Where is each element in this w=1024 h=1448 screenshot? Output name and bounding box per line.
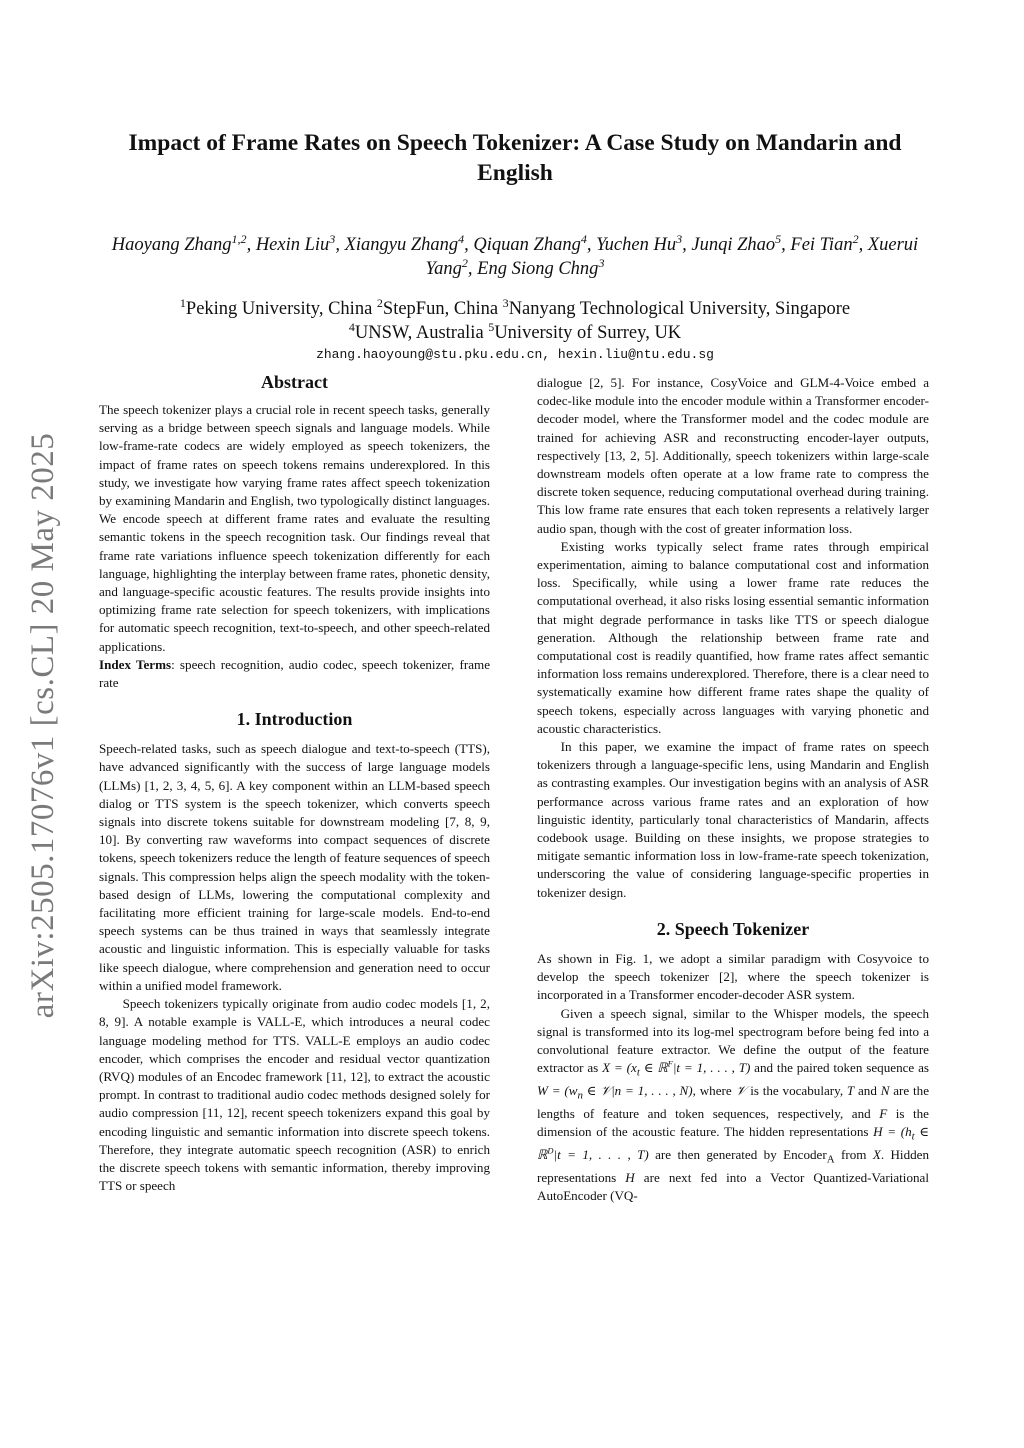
arxiv-identifier: arXiv:2505.17076v1 [cs.CL] 20 May 2025 <box>25 432 62 1018</box>
author: Fei Tian$^2$ <box>790 231 859 255</box>
affiliation: $^2$StepFun, China <box>376 295 499 319</box>
tokenizer-paragraph-2: Given a speech signal, similar to the Whisper models, the speech signal is transformed into its log-mel spectrogram before being fed into a convolutional feature extractor. We define the output of the feature extractor as $X = (x_t$ ∈ ℝ$^F$|t = 1, . . . , T) and the paired token sequence as $W = (w_n$ ∈ 𝒱|n = 1, . . . , N), where 𝒱 is the vocabulary, T and N are the lengths of feature and token sequences, respectively, and F is the dimension of the acoustic feature. The hidden representations $H = (h_t$ ∈ ℝ$^D$|t = 1, . . . , T) are then generated by Encoder$_A$ from X. Hidden representations H are next fed into a Vector Quantized-Variational AutoEncoder (VQ- <box>537 1005 930 1203</box>
right-column <box>537 374 929 1205</box>
intro-paragraph-2: Speech tokenizers typically originate from audio codec models [1, 2, 8, 9]. A notable example is VALL-E, which introduces a neural codec language modeling method for TTS. VALL-E employs an audio codec encoder, which comprises the encoder and residual vector quantization (RVQ) modules of an Encodec framework [11, 12], to extract the acoustic prompt. In contrast to traditional audio codec methods designed solely for audio compression [11, 12], recent speech tokenizers expand this goal by encoding linguistic and semantic information into discrete speech tokens. Therefore, they integrate automatic speech recognition (ASR) to enrich the discrete speech tokens with semantic information, thereby improving TTS or speech <box>99 996 490 1194</box>
author: Xiangyu Zhang$^4$ <box>344 231 465 255</box>
author-list: Haoyang Zhang$^{1,2}$, Hexin Liu$^3$, Xiangyu Zhang$^4$, Qiquan Zhang$^4$, Yuchen Hu$^3$, Junqi Zhao$^5$, Fei Tian$^2$, Xuerui Yang$^2$, Eng Siong Chng$^3$ <box>111 231 919 279</box>
affiliation: $^3$Nanyang Technological University, Singapore <box>502 295 851 319</box>
affiliation: $^5$University of Surrey, UK <box>488 319 682 343</box>
index-terms: Index Terms: speech recognition, audio codec, speech tokenizer, frame rate <box>99 656 491 691</box>
author: Hexin Liu$^3$ <box>255 231 336 255</box>
author: Haoyang Zhang$^{1,2}$ <box>111 231 247 255</box>
intro-paragraph-5: In this paper, we examine the impact of frame rates on speech tokenizers through a language-specific lens, using Mandarin and English as contrasting examples. Our investigation begins with an analysis of ASR performance across various frame rates and an exploration of how linguistic identity, particularly tonal characteristics of Mandarin, affects codebook usage. Building on these insights, we propose strategies to mitigate semantic information loss in low-frame-rate speech tokenization, underscoring the value of considering language-specific properties in tokenizer design. <box>537 739 929 900</box>
tokenizer-paragraph-1: As shown in Fig. 1, we adopt a similar paradigm with Cosyvoice to develop the speech tokenizer [2], where the speech tokenizer is incorporated in a Transformer encoder-decoder ASR system. <box>537 950 929 1003</box>
section-heading-speech-tokenizer: 2. Speech Tokenizer <box>656 918 810 939</box>
abstract-heading: Abstract <box>261 372 328 392</box>
author: Junqi Zhao$^5$ <box>691 231 782 255</box>
section-heading-introduction: 1. Introduction <box>236 709 353 730</box>
author: Eng Siong Chng$^3$ <box>477 255 605 279</box>
author: Xuerui Yang$^2$ <box>425 235 919 279</box>
intro-paragraph-4: Existing works typically select frame rates through empirical experimentation, aiming to balance computational cost and information loss. Specifically, while using a lower frame rate reduces the computational overhead, it also risks losing essential semantic information that might degrade performance in tasks like TTS or speech dialogue generation. Although the relationship between frame rate and computational cost is readily quantified, how frame rates affect semantic information loss remains underexplored. Therefore, there is a clear need to systematically examine how different frame rates shape the quality of speech tokens, especially across languages with varying phonetic and acoustic characteristics. <box>537 538 929 736</box>
left-column <box>99 370 490 1195</box>
author-emails: zhang.haoyoung@stu.pku.edu.cn, hexin.liu@ntu.edu.sg <box>316 347 714 362</box>
affiliations <box>90 297 940 345</box>
affiliation: $^4$UNSW, Australia <box>348 319 484 343</box>
intro-paragraph-3: dialogue [2, 5]. For instance, CosyVoice and GLM-4-Voice embed a codec-like module into the encoder module within a Transformer encoder-decoder model, where the Transformer model and the codec module are trained for achieving ASR and reconstructing encoder-layer outputs, respectively [13, 2, 5]. Additionally, speech tokenizers within large-scale downstream models often operate at a low frame rate to compress the discrete token sequence, reducing computational overhead during training. This low frame rate ensures that each token represents a relatively larger audio span, though with the cost of greater information loss. <box>537 375 929 536</box>
author: Yuchen Hu$^3$ <box>596 231 683 255</box>
affiliation: $^1$Peking University, China <box>179 295 373 319</box>
paper-title: Impact of Frame Rates on Speech Tokenizer: A Case Study on Mandarin and English <box>128 130 902 186</box>
abstract-text: The speech tokenizer plays a crucial role in recent speech tasks, generally serving as a bridge between speech signals and language models. While low-frame-rate codecs are widely employed as speech tokenizers, the impact of frame rates on speech tokens remains underexplored. In this study, we investigate how varying frame rates affect speech tokenization by examining Mandarin and English, two typologically distinct languages. We encode speech at different frame rates and evaluate the resulting semantic tokens in the speech recognition task. Our findings reveal that frame rate variations influence speech tokenization differently for each language, highlighting the interplay between frame rates, phonetic density, and language-specific acoustic features. The results provide insights into optimizing frame rate selection for speech tokenizers, with implications for automatic speech recognition, text-to-speech, and other speech-related applications. <box>99 402 490 654</box>
author: Qiquan Zhang$^4$ <box>473 231 587 255</box>
intro-paragraph-1: Speech-related tasks, such as speech dialogue and text-to-speech (TTS), have advanced significantly with the success of large language models (LLMs) [1, 2, 3, 4, 5, 6]. A key component within an LLM-based speech dialog or TTS system is the speech tokenizer, which converts speech signals into discrete tokens suitable for downstream modeling [7, 8, 9, 10]. By converting raw waveforms into compact sequences of discrete tokens, speech tokenizers reduce the length of feature sequences of speech signals. This compression helps align the speech modality with the token-based design of LLMs, lowering the computational complexity and facilitating more efficient training for large-scale models. End-to-end speech systems can be thus trained in ways that seamlessly integrate acoustic and linguistic information. This is especially valuable for tasks like speech dialogue, where comprehension and generation need to occur within a unified model framework. <box>99 741 490 993</box>
